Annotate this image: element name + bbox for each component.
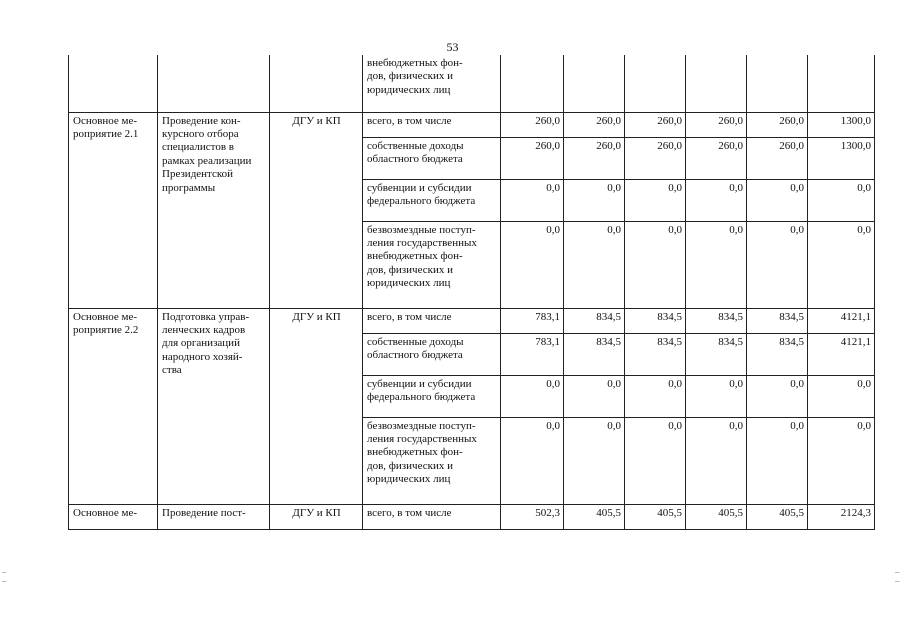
value-cell: 783,1: [501, 333, 564, 375]
value-cell: 0,0: [808, 417, 875, 504]
value-cell: 834,5: [747, 308, 808, 333]
table-row: [69, 504, 875, 529]
value-cell: 405,5: [625, 504, 686, 529]
value-cell: 405,5: [564, 504, 625, 529]
right-edge-mark: – –: [895, 567, 900, 586]
source-cell: субвенции и субсидии федерального бюджета: [363, 375, 501, 417]
title-cell: Проведение кон- курсного отбора специалистов в рамках реализации Президентской программы: [158, 112, 270, 308]
value-cell: 0,0: [747, 179, 808, 221]
executor-cell: [270, 55, 363, 112]
table-row: [69, 308, 875, 333]
value-cell: 0,0: [625, 179, 686, 221]
page-number: 53: [446, 40, 459, 54]
title-cell: Подготовка управ- ленческих кадров для организаций народного хозяй- ства: [158, 308, 270, 504]
value-cell: [686, 55, 747, 112]
value-cell: 0,0: [625, 375, 686, 417]
value-cell: [808, 55, 875, 112]
value-cell: 0,0: [501, 417, 564, 504]
value-cell: 405,5: [747, 504, 808, 529]
value-cell: 0,0: [564, 375, 625, 417]
value-cell: 0,0: [686, 179, 747, 221]
value-cell: 834,5: [625, 308, 686, 333]
value-cell: 0,0: [564, 417, 625, 504]
measure-cell: Основное ме- роприятие 2.1: [69, 112, 158, 308]
value-cell: 4121,1: [808, 308, 875, 333]
value-cell: 260,0: [564, 112, 625, 137]
source-cell: всего, в том числе: [363, 112, 501, 137]
value-cell: 0,0: [501, 375, 564, 417]
source-cell: субвенции и субсидии федерального бюджета: [363, 179, 501, 221]
value-cell: 0,0: [808, 179, 875, 221]
table-row: [69, 112, 875, 137]
value-cell: 0,0: [625, 221, 686, 308]
value-cell: 834,5: [564, 308, 625, 333]
executor-cell: ДГУ и КП: [270, 112, 363, 308]
budget-table-body: [69, 55, 875, 529]
title-cell: [158, 55, 270, 112]
value-cell: 0,0: [625, 417, 686, 504]
measure-cell: [69, 55, 158, 112]
value-cell: 260,0: [564, 137, 625, 179]
source-cell: всего, в том числе: [363, 504, 501, 529]
executor-cell: ДГУ и КП: [270, 504, 363, 529]
value-cell: [747, 55, 808, 112]
value-cell: 783,1: [501, 308, 564, 333]
value-cell: 260,0: [747, 137, 808, 179]
value-cell: 260,0: [501, 112, 564, 137]
source-cell: собственные доходы областного бюджета: [363, 137, 501, 179]
value-cell: 0,0: [686, 221, 747, 308]
measure-cell: Основное ме-: [69, 504, 158, 529]
value-cell: 0,0: [686, 417, 747, 504]
source-cell: безвозмездные поступ- ления государственных внебюджетных фон- дов, физических и юридических лиц: [363, 221, 501, 308]
table-row-continued: [69, 55, 875, 112]
value-cell: 0,0: [808, 221, 875, 308]
value-cell: 2124,3: [808, 504, 875, 529]
value-cell: 0,0: [747, 221, 808, 308]
value-cell: [501, 55, 564, 112]
value-cell: 834,5: [686, 333, 747, 375]
value-cell: 260,0: [686, 137, 747, 179]
value-cell: 0,0: [747, 375, 808, 417]
budget-table: [68, 55, 875, 530]
measure-cell: Основное ме- роприятие 2.2: [69, 308, 158, 504]
value-cell: 0,0: [501, 221, 564, 308]
value-cell: 834,5: [747, 333, 808, 375]
value-cell: 1300,0: [808, 112, 875, 137]
source-cell: всего, в том числе: [363, 308, 501, 333]
value-cell: 0,0: [808, 375, 875, 417]
value-cell: 0,0: [564, 179, 625, 221]
value-cell: 260,0: [686, 112, 747, 137]
value-cell: 1300,0: [808, 137, 875, 179]
source-cell: безвозмездные поступ- ления государственных внебюджетных фон- дов, физических и юридических лиц: [363, 417, 501, 504]
value-cell: 4121,1: [808, 333, 875, 375]
source-cell: собственные доходы областного бюджета: [363, 333, 501, 375]
title-cell: Проведение пост-: [158, 504, 270, 529]
value-cell: 0,0: [501, 179, 564, 221]
value-cell: 260,0: [501, 137, 564, 179]
value-cell: [564, 55, 625, 112]
value-cell: 834,5: [564, 333, 625, 375]
value-cell: 0,0: [686, 375, 747, 417]
value-cell: 834,5: [686, 308, 747, 333]
value-cell: 834,5: [625, 333, 686, 375]
value-cell: [625, 55, 686, 112]
value-cell: 0,0: [747, 417, 808, 504]
source-cell: внебюджетных фон- дов, физических и юридических лиц: [363, 55, 501, 112]
left-edge-mark: – –: [2, 567, 7, 586]
executor-cell: ДГУ и КП: [270, 308, 363, 504]
value-cell: 405,5: [686, 504, 747, 529]
value-cell: 260,0: [747, 112, 808, 137]
value-cell: 502,3: [501, 504, 564, 529]
value-cell: 260,0: [625, 112, 686, 137]
value-cell: 260,0: [625, 137, 686, 179]
value-cell: 0,0: [564, 221, 625, 308]
